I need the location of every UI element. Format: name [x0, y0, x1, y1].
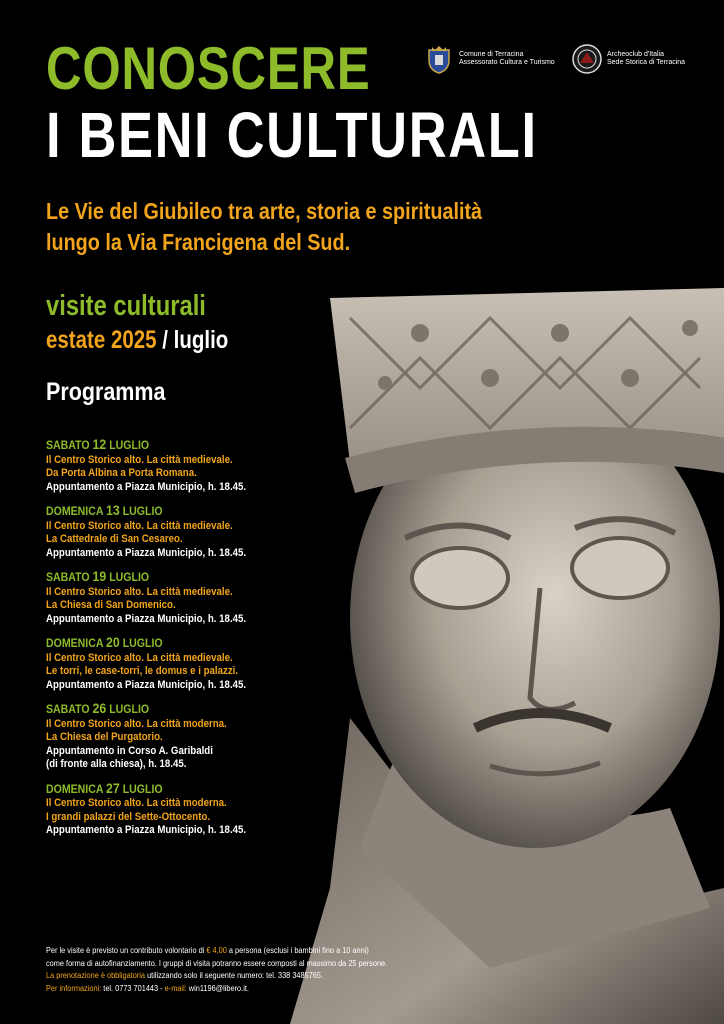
- event-line-1: Il Centro Storico alto. La città medievale.: [46, 519, 233, 532]
- footer-booking-label: La prenotazione è obbligatoria: [46, 971, 146, 980]
- title-line-2: I BENI CULTURALI: [46, 99, 538, 171]
- footer-booking-phone: utilizzando solo il seguente numero: tel. 338 3485765.: [145, 971, 324, 980]
- event-day: 12: [92, 436, 107, 452]
- event-weekday: DOMENICA: [46, 781, 104, 796]
- season-month: luglio: [173, 326, 229, 354]
- event-month: LUGLIO: [109, 438, 150, 452]
- footer-info: [46, 945, 387, 995]
- archeoclub-logo: [572, 44, 685, 74]
- event-month: LUGLIO: [122, 504, 163, 518]
- footer-line-3: [46, 970, 387, 983]
- event-weekday: SABATO: [46, 438, 90, 452]
- event-meeting-point: Appuntamento a Piazza Municipio, h. 18.45.: [46, 480, 247, 493]
- footer-line-1: [46, 945, 387, 958]
- event-month: LUGLIO: [122, 636, 163, 650]
- comune-name: Comune di Terracina: [459, 50, 524, 58]
- event-line-2: Le torri, le case-torri, le domus e i palazzi.: [46, 665, 239, 677]
- event-meeting-point: Appuntamento a Piazza Municipio, h. 18.45.: [46, 678, 247, 691]
- event-line-1: Il Centro Storico alto. La città moderna.: [46, 797, 227, 809]
- event-item: [46, 570, 328, 626]
- footer-info-label: Per informazioni:: [46, 983, 102, 993]
- title-line-1: CONOSCERE: [46, 35, 371, 102]
- footer-email-label: e-mail:: [164, 983, 187, 993]
- subtitle: [46, 196, 482, 258]
- event-item: [46, 504, 328, 560]
- event-date: [46, 438, 149, 452]
- event-weekday: DOMENICA: [46, 636, 104, 650]
- event-item: [46, 438, 328, 494]
- archeoclub-emblem-icon: [572, 44, 602, 74]
- archeoclub-seat: Sede Storica di Terracina: [607, 59, 686, 66]
- event-weekday: DOMENICA: [46, 504, 104, 518]
- event-day: 20: [106, 634, 120, 650]
- event-line-1: Il Centro Storico alto. La città medievale.: [46, 651, 233, 664]
- event-day: 26: [92, 700, 107, 716]
- archeoclub-logo-text: [607, 51, 685, 68]
- event-list: [46, 438, 366, 848]
- series-label: visite culturali: [46, 290, 206, 322]
- event-item: [46, 779, 328, 838]
- event-line-1: Il Centro Storico alto. La città medievale.: [46, 453, 233, 466]
- event-weekday: SABATO: [46, 570, 90, 584]
- event-meeting-point: Appuntamento in Corso A. Garibaldi: [46, 744, 213, 757]
- season-year: estate 2025: [46, 326, 157, 354]
- event-line-2: La Chiesa del Purgatorio.: [46, 731, 163, 743]
- event-meeting-point: Appuntamento a Piazza Municipio, h. 18.45.: [46, 546, 247, 559]
- event-item: [46, 636, 328, 692]
- program-heading: Programma: [46, 378, 166, 406]
- subtitle-line-1: Le Vie del Giubileo tra arte, storia e spiritualità: [46, 198, 483, 224]
- event-date: [46, 702, 149, 716]
- event-meeting-point: Appuntamento a Piazza Municipio, h. 18.45.: [46, 824, 247, 836]
- event-month: LUGLIO: [109, 702, 150, 716]
- event-meeting-point-detail: (di fronte alla chiesa), h. 18.45.: [46, 758, 187, 770]
- event-day: 19: [92, 568, 107, 584]
- event-day: 13: [106, 502, 120, 518]
- season-separator: /: [162, 326, 168, 354]
- event-weekday: SABATO: [46, 702, 90, 716]
- event-line-2: Da Porta Albina a Porta Romana.: [46, 467, 197, 479]
- footer-email: win1196@libero.it.: [186, 983, 249, 993]
- event-date: [46, 570, 149, 584]
- event-line-2: I grandi palazzi del Sette-Ottocento.: [46, 810, 211, 823]
- comune-logo: [424, 44, 555, 74]
- footer-price: € 4,00: [206, 946, 227, 955]
- footer-info-phone: tel. 0773 701443 -: [101, 983, 165, 993]
- comune-department: Assessorato Cultura e Turismo: [459, 59, 555, 66]
- subtitle-line-2: lungo la Via Francigena del Sud.: [46, 229, 351, 255]
- event-item: [46, 702, 328, 772]
- comune-logo-text: [459, 51, 555, 68]
- footer-contribution-note: a persona (esclusi i bambini fino a 10 anni): [226, 946, 369, 955]
- footer-contribution-text: Per le visite è previsto un contributo volontario di: [46, 946, 207, 955]
- archeoclub-name: Archeoclub d'Italia: [607, 50, 664, 58]
- event-line-2: La Chiesa di San Domenico.: [46, 599, 176, 611]
- event-line-1: Il Centro Storico alto. La città medievale.: [46, 585, 233, 598]
- coat-of-arms-icon: [424, 44, 454, 74]
- event-month: LUGLIO: [122, 781, 163, 796]
- footer-line-4: [46, 983, 387, 996]
- event-month: LUGLIO: [109, 570, 150, 584]
- event-day: 27: [106, 779, 120, 796]
- event-date: [46, 636, 163, 650]
- footer-line-2: come forma di autofinanziamento. I gruppi di visita potranno essere composti al massimo da 25 persone.: [46, 958, 388, 968]
- event-meeting-point: Appuntamento a Piazza Municipio, h. 18.45.: [46, 612, 247, 625]
- event-date: [46, 504, 163, 518]
- event-line-2: La Cattedrale di San Cesareo.: [46, 533, 183, 545]
- event-date: [46, 779, 163, 796]
- season-line: [46, 326, 228, 355]
- event-line-1: Il Centro Storico alto. La città moderna.: [46, 717, 227, 730]
